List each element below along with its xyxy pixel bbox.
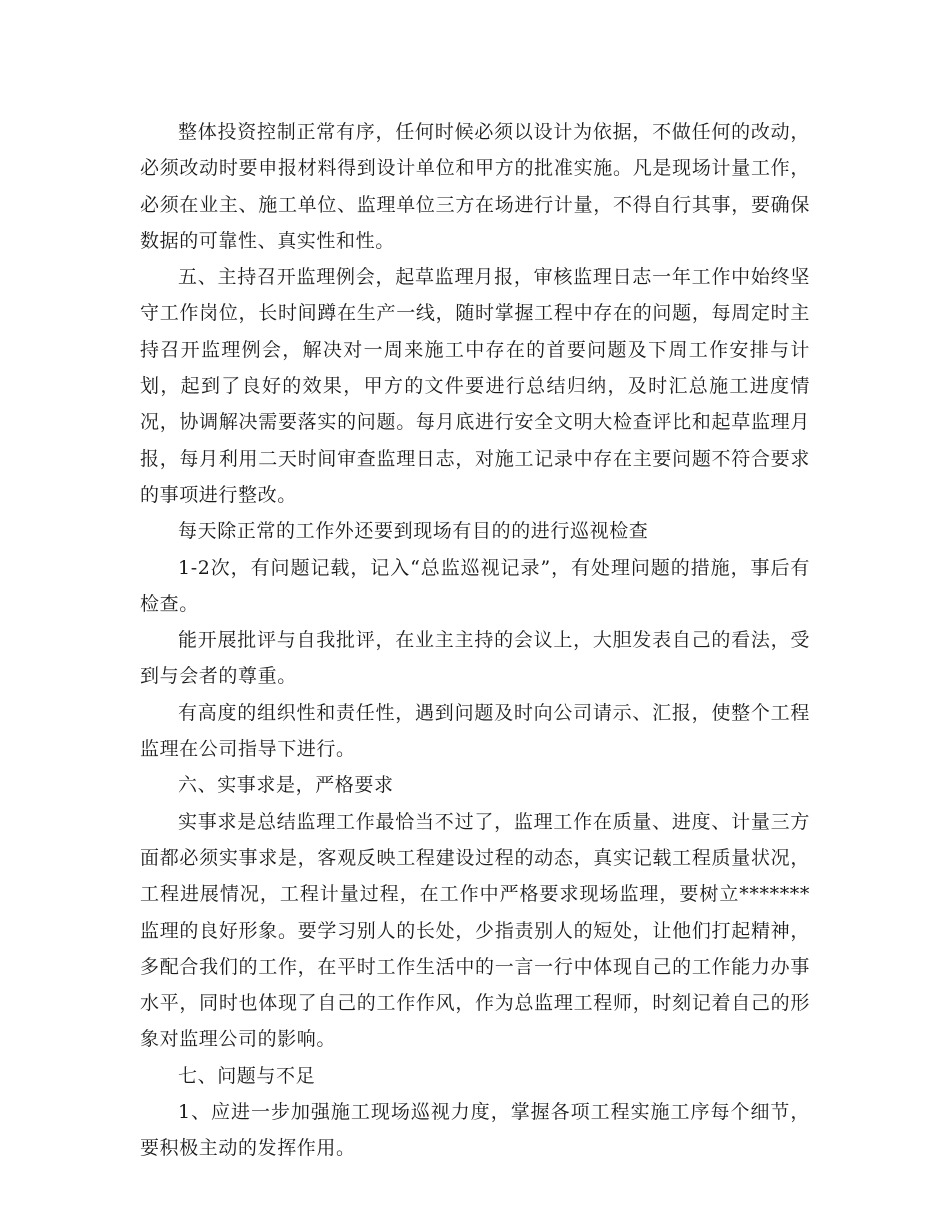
paragraph-responsibility: 有高度的组织性和责任性，遇到问题及时向公司请示、汇报，使整个工程监理在公司指导下进行。 [140, 701, 810, 761]
paragraph-section-five: 五、主持召开监理例会，起草监理月报，审核监理日志一年工作中始终坚守工作岗位，长时间蹲在生产一线，随时掌握工程中存在的问题，每周定时主持召开监理例会，解决对一周来施工中存在的首要问题及下周工作安排与计划，起到了良好的效果，甲方的文件要进行总结归纳，及时汇总施工进度情况，协调解决需要落实的问题。每月底进行安全文明大检查评比和起草监理月报，每月利用二天时间审查监理日志，对施工记录中存在主要问题不符合要求的事项进行整改。 [140, 266, 810, 506]
paragraph-inspection-record: 1-2次，有问题记载，记入“总监巡视记录”，有处理问题的措施，事后有检查。 [140, 556, 810, 615]
heading-section-six: 六、实事求是，严格要求 [178, 774, 394, 797]
paragraph-daily-inspection: 每天除正常的工作外还要到现场有目的的进行巡视检查 [178, 520, 649, 543]
paragraph-seek-truth: 实事求是总结监理工作最恰当不过了，监理工作在质量、进度、计量三方面都必须实事求是，客观反映工程建设过程的动态，真实记载工程质量状况，工程进展情况，工程计量过程，在工作中严格要求现场监理，要树立*******监理的良好形象。要学习别人的长处，少指责别人的短处，让他们打起精神，多配合我们的工作，在平时工作生活中的一言一行中体现自己的工作能力办事水平，同时也体现了自己的工作作风，作为总监理工程师，时刻记着自己的形象对监理公司的影响。 [140, 810, 810, 1051]
paragraph-issue-one: 1、应进一步加强施工现场巡视力度，掌握各项工程实施工序每个细节，要积极主动的发挥作用。 [140, 1101, 810, 1160]
document-body [140, 114, 810, 1167]
paragraph-investment-control: 整体投资控制正常有序，任何时候必须以设计为依据，不做任何的改动，必须改动时要申报材料得到设计单位和甲方的批准实施。凡是现场计量工作，必须在业主、施工单位、监理单位三方在场进行计量，不得自行其事，要确保数据的可靠性、真实性和性。 [140, 121, 810, 252]
heading-section-seven: 七、问题与不足 [178, 1064, 316, 1087]
paragraph-criticism: 能开展批评与自我批评，在业主主持的会议上，大胆发表自己的看法，受到与会者的尊重。 [140, 629, 810, 688]
